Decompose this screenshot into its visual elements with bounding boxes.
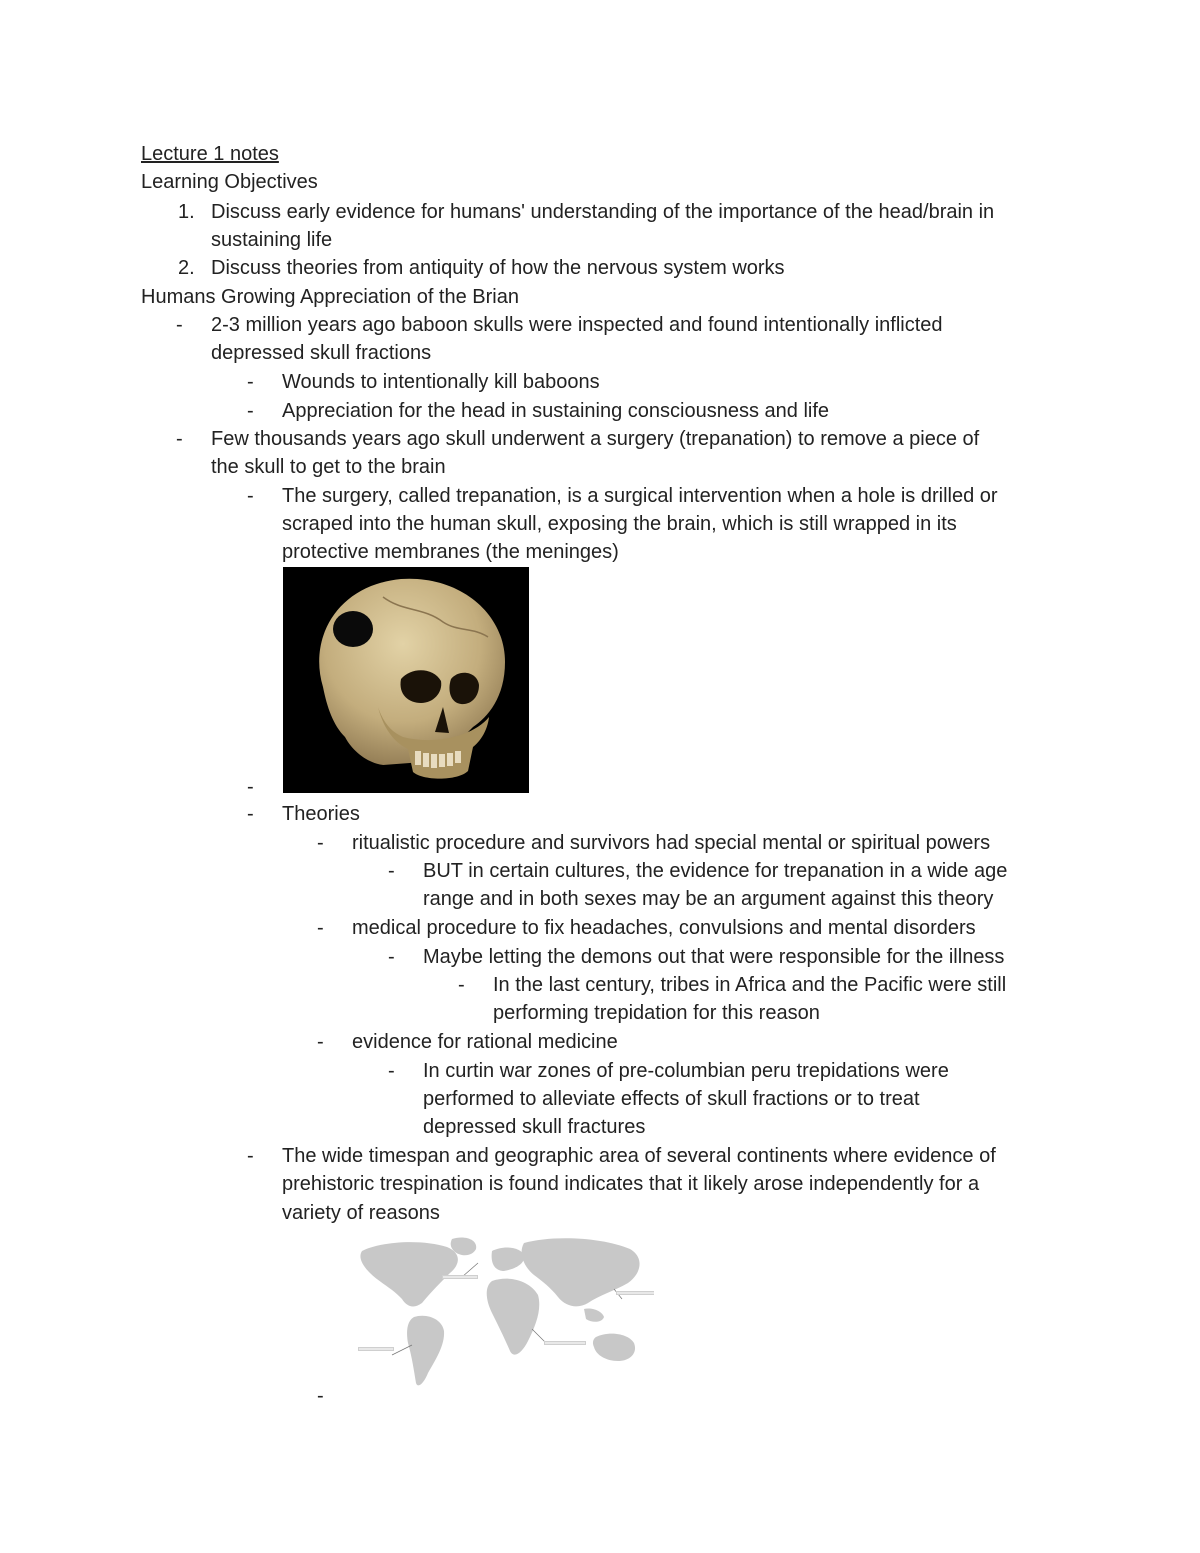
bullet-dash: - <box>388 1060 395 1082</box>
bullet-dash: - <box>317 1031 324 1053</box>
list-item: Few thousands years ago skull underwent a surgery (trepanation) to remove a piece of <box>211 428 980 450</box>
objective-number: 1. <box>178 201 195 223</box>
bullet-dash: - <box>317 832 324 854</box>
list-item: ritualistic procedure and survivors had special mental or spiritual powers <box>352 832 991 854</box>
list-item: range and in both sexes may be an argument against this theory <box>423 888 994 910</box>
bullet-dash: - <box>247 776 254 798</box>
map-callout <box>358 1347 394 1351</box>
list-item: depressed skull fractures <box>423 1116 646 1138</box>
map-callout <box>442 1275 478 1279</box>
bullet-dash: - <box>247 1145 254 1167</box>
section-heading: Humans Growing Appreciation of the Brian <box>141 286 519 308</box>
objective-text: sustaining life <box>211 229 333 251</box>
list-item: prehistoric trespination is found indicates that it likely arose independently for a <box>282 1173 980 1195</box>
bullet-dash: - <box>247 485 254 507</box>
list-item: variety of reasons <box>282 1202 440 1224</box>
bullet-dash: - <box>388 946 395 968</box>
list-item: evidence for rational medicine <box>352 1031 618 1053</box>
bullet-dash: - <box>247 400 254 422</box>
list-item: Appreciation for the head in sustaining consciousness and life <box>282 400 830 422</box>
objectives-heading: Learning Objectives <box>141 171 318 193</box>
list-item: In curtin war zones of pre-columbian peru trepidations were <box>423 1060 949 1082</box>
bullet-dash: - <box>176 428 183 450</box>
list-item: 2-3 million years ago baboon skulls were inspected and found intentionally inflicted <box>211 314 943 336</box>
objective-number: 2. <box>178 257 195 279</box>
list-item: In the last century, tribes in Africa and the Pacific were still <box>493 974 1007 996</box>
list-item: the skull to get to the brain <box>211 456 446 478</box>
list-item: medical procedure to fix headaches, convulsions and mental disorders <box>352 917 976 939</box>
bullet-dash: - <box>317 1385 324 1407</box>
world-map-illustration <box>352 1233 654 1397</box>
skull-illustration <box>283 567 529 793</box>
list-item: The surgery, called trepanation, is a surgical intervention when a hole is drilled or <box>282 485 998 507</box>
list-item: scraped into the human skull, exposing the brain, which is still wrapped in its <box>282 513 957 535</box>
bullet-dash: - <box>458 974 465 996</box>
doc-title: Lecture 1 notes <box>141 143 279 165</box>
bullet-dash: - <box>247 371 254 393</box>
list-item: The wide timespan and geographic area of several continents where evidence of <box>282 1145 996 1167</box>
list-item: BUT in certain cultures, the evidence for trepanation in a wide age <box>423 860 1008 882</box>
map-callout <box>616 1291 654 1295</box>
objective-text: Discuss theories from antiquity of how the nervous system works <box>211 257 785 279</box>
bullet-dash: - <box>176 314 183 336</box>
trepanned-skull-image <box>283 567 529 793</box>
list-item: Maybe letting the demons out that were responsible for the illness <box>423 946 1005 968</box>
world-map-image <box>352 1233 654 1397</box>
list-item: performed to alleviate effects of skull fractions or to treat <box>423 1088 920 1110</box>
list-item: Theories <box>282 803 360 825</box>
list-item: depressed skull fractions <box>211 342 432 364</box>
map-callout <box>544 1341 586 1345</box>
objective-text: Discuss early evidence for humans' understanding of the importance of the head/brain in <box>211 201 995 223</box>
bullet-dash: - <box>317 917 324 939</box>
list-item: protective membranes (the meninges) <box>282 541 619 563</box>
list-item: Wounds to intentionally kill baboons <box>282 371 600 393</box>
bullet-dash: - <box>388 860 395 882</box>
list-item: performing trepidation for this reason <box>493 1002 820 1024</box>
bullet-dash: - <box>247 803 254 825</box>
